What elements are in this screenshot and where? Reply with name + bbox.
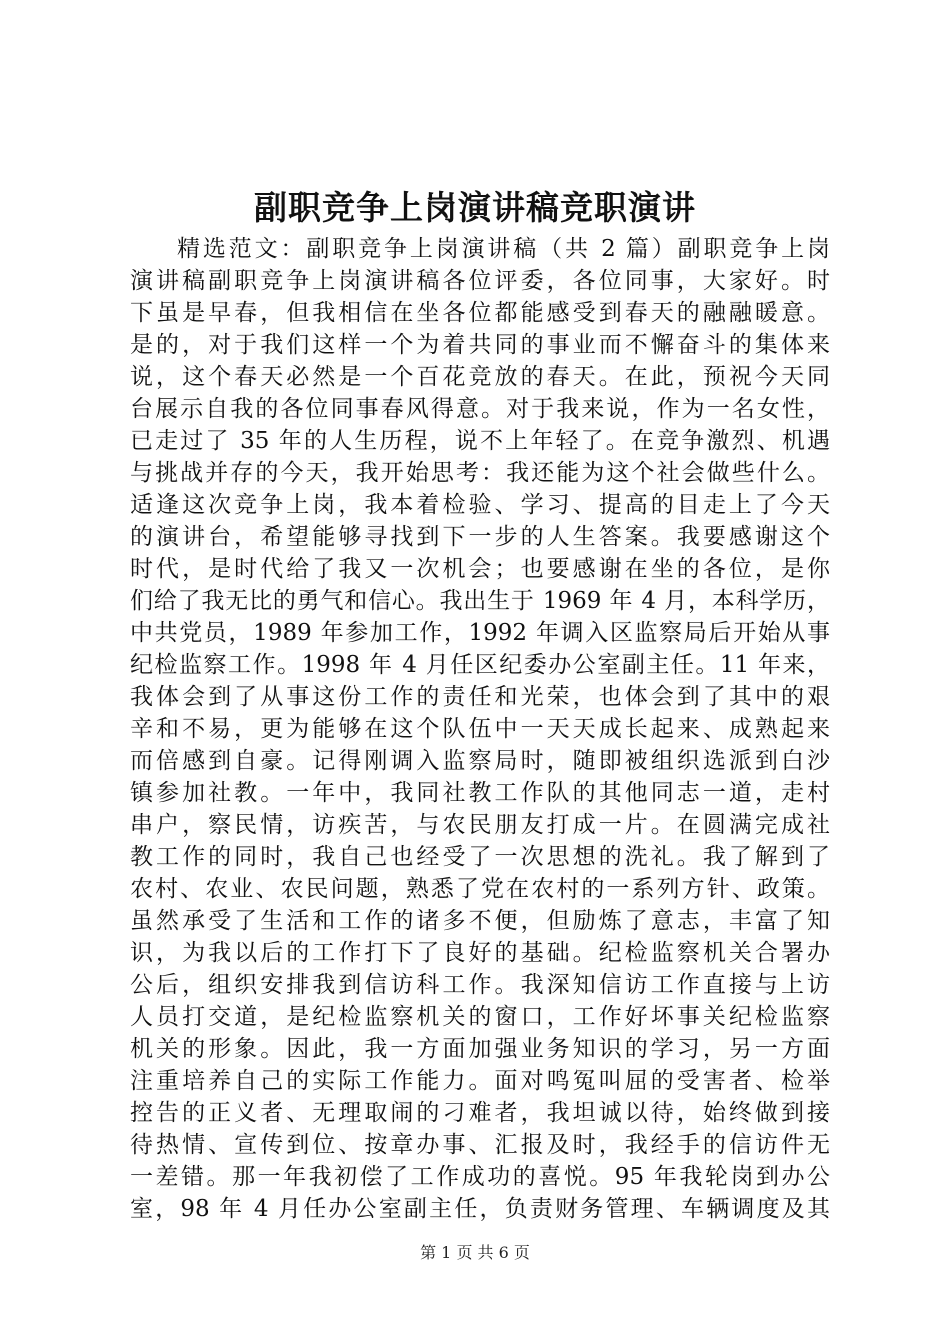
body-line: 公后，组织安排我到信访科工作。我深知信访工作直接与上访 <box>130 972 830 998</box>
body-line: 教工作的同时，我自己也经受了一次思想的洗礼。我了解到了 <box>130 844 830 870</box>
body-line: 已走过了 35 年的人生历程，说不上年轻了。在竞争激烈、机遇 <box>130 428 830 454</box>
body-line: 串户，察民情，访疾苦，与农民朋友打成一片。在圆满完成社 <box>130 812 830 838</box>
body-line: 机关的形象。因此，我一方面加强业务知识的学习，另一方面 <box>130 1036 830 1062</box>
page-number-footer: 第 1 页 共 6 页 <box>420 1243 530 1262</box>
body-line: 中共党员，1989 年参加工作，1992 年调入区监察局后开始从事 <box>130 620 830 646</box>
body-line: 而倍感到自豪。记得刚调入监察局时，随即被组织选派到白沙 <box>130 748 830 774</box>
body-line: 的演讲台，希望能够寻找到下一步的人生答案。我要感谢这个 <box>130 524 830 550</box>
body-line: 说，这个春天必然是一个百花竞放的春天。在此，预祝今天同 <box>130 364 830 390</box>
body-line: 纪检监察工作。1998 年 4 月任区纪委办公室副主任。11 年来， <box>130 652 830 678</box>
body-line: 是的，对于我们这样一个为着共同的事业而不懈奋斗的集体来 <box>130 332 830 358</box>
document-body <box>130 233 830 1225</box>
body-line: 虽然承受了生活和工作的诸多不便，但励炼了意志，丰富了知 <box>130 908 830 934</box>
body-line: 室，98 年 4 月任办公室副主任，负责财务管理、车辆调度及其 <box>130 1196 830 1222</box>
body-line: 台展示自我的各位同事春风得意。对于我来说，作为一名女性， <box>130 396 830 422</box>
body-line: 下虽是早春，但我相信在坐各位都能感受到春天的融融暖意。 <box>130 300 830 326</box>
body-line: 适逢这次竞争上岗，我本着检验、学习、提高的目走上了今天 <box>130 492 830 518</box>
body-line: 待热情、宣传到位、按章办事、汇报及时，我经手的信访件无 <box>130 1132 830 1158</box>
body-line: 演讲稿副职竞争上岗演讲稿各位评委，各位同事，大家好。时 <box>130 268 830 294</box>
body-line: 人员打交道，是纪检监察机关的窗口，工作好坏事关纪检监察 <box>130 1004 830 1030</box>
body-line: 辛和不易，更为能够在这个队伍中一天天成长起来、成熟起来 <box>130 716 830 742</box>
body-line: 与挑战并存的今天，我开始思考：我还能为这个社会做些什么。 <box>130 460 830 486</box>
body-line: 时代，是时代给了我又一次机会；也要感谢在坐的各位，是你 <box>130 556 830 582</box>
body-line: 精选范文：副职竞争上岗演讲稿（共 2 篇）副职竞争上岗 <box>177 236 830 262</box>
body-line: 一差错。那一年我初偿了工作成功的喜悦。95 年我轮岗到办公 <box>130 1164 830 1190</box>
body-line: 注重培养自己的实际工作能力。面对鸣冤叫屈的受害者、检举 <box>130 1068 830 1094</box>
body-line: 控告的正义者、无理取闹的刁难者，我坦诚以待，始终做到接 <box>130 1100 830 1126</box>
document-title: 副职竞争上岗演讲稿竞职演讲 <box>254 188 696 227</box>
body-line: 识，为我以后的工作打下了良好的基础。纪检监察机关合署办 <box>130 940 830 966</box>
body-line: 们给了我无比的勇气和信心。我出生于 1969 年 4 月，本科学历， <box>130 588 830 614</box>
body-line: 农村、农业、农民问题，熟悉了党在农村的一系列方针、政策。 <box>130 876 830 902</box>
body-line: 我体会到了从事这份工作的责任和光荣，也体会到了其中的艰 <box>130 684 830 710</box>
body-line: 镇参加社教。一年中，我同社教工作队的其他同志一道，走村 <box>130 780 830 806</box>
